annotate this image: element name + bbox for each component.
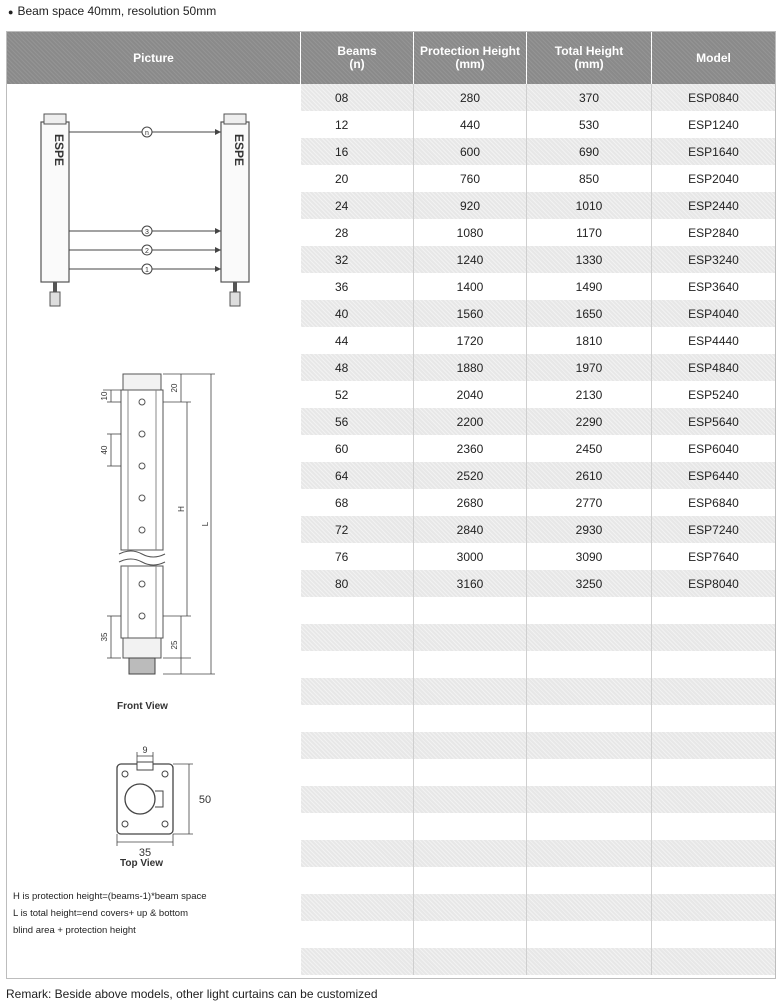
cell-protection-height: 2040 xyxy=(414,381,527,408)
break-line-top xyxy=(119,551,165,557)
cell-protection-height: 1240 xyxy=(414,246,527,273)
cell-beams: 80 xyxy=(301,570,414,597)
table-row xyxy=(301,219,775,246)
cell-protection-height: 600 xyxy=(414,138,527,165)
cell-total-height: 1330 xyxy=(527,246,652,273)
beam-arrowheads xyxy=(215,129,221,272)
cell-beams xyxy=(301,732,414,759)
cell-beams: 64 xyxy=(301,462,414,489)
arrowhead-2 xyxy=(215,247,221,253)
cell-protection-height: 1400 xyxy=(414,273,527,300)
marker-n-label: n xyxy=(145,130,149,137)
spec-sheet xyxy=(6,31,776,979)
table-row xyxy=(301,138,775,165)
cell-total-height xyxy=(527,705,652,732)
cell-total-height: 3250 xyxy=(527,570,652,597)
marker-3-label: 3 xyxy=(145,229,149,236)
header-picture-label: Picture xyxy=(133,50,174,65)
cell-model xyxy=(652,921,775,948)
empty-table-row xyxy=(301,678,775,705)
picture-panel xyxy=(7,84,301,978)
cell-protection-height: 3000 xyxy=(414,543,527,570)
cell-protection-height: 1560 xyxy=(414,300,527,327)
cell-model xyxy=(652,894,775,921)
cell-total-height: 530 xyxy=(527,111,652,138)
table-row xyxy=(301,435,775,462)
cell-protection-height: 920 xyxy=(414,192,527,219)
cell-protection-height: 2840 xyxy=(414,516,527,543)
dim-height-label: 50 xyxy=(198,794,212,806)
cell-beams xyxy=(301,867,414,894)
cell-total-height: 370 xyxy=(527,84,652,111)
cell-total-height xyxy=(527,840,652,867)
cell-protection-height: 1880 xyxy=(414,354,527,381)
note-l-1: L is total height=end covers+ up & bottom xyxy=(13,908,188,919)
cell-protection-height xyxy=(414,597,527,624)
empty-table-row xyxy=(301,651,775,678)
table-row xyxy=(301,246,775,273)
product-drawing xyxy=(7,84,301,978)
dim-bottom-label: 25 xyxy=(170,640,179,650)
table-row xyxy=(301,84,775,111)
cell-total-height: 2130 xyxy=(527,381,652,408)
empty-table-row xyxy=(301,597,775,624)
cell-model: ESP5640 xyxy=(688,414,739,429)
cell-protection-height: 440 xyxy=(414,111,527,138)
dim-l-label: L xyxy=(201,521,210,527)
cell-protection-height: 1080 xyxy=(414,219,527,246)
cell-beams xyxy=(301,786,414,813)
cell-protection-height xyxy=(414,678,527,705)
cell-protection-height xyxy=(414,813,527,840)
cell-protection-height: 280 xyxy=(414,84,527,111)
cell-protection-height: 1720 xyxy=(414,327,527,354)
dim-slot-label: 9 xyxy=(142,745,148,755)
cell-beams: 24 xyxy=(301,192,414,219)
header-total-height xyxy=(527,32,652,84)
cell-beams xyxy=(301,597,414,624)
right-unit-cap xyxy=(224,114,246,124)
empty-table-row xyxy=(301,948,775,975)
cell-beams: 76 xyxy=(301,543,414,570)
cell-total-height: 2770 xyxy=(527,489,652,516)
cell-beams: 72 xyxy=(301,516,414,543)
top-note-text: Beam space 40mm, resolution 50mm xyxy=(17,4,217,18)
table-row xyxy=(301,192,775,219)
empty-table-row xyxy=(301,894,775,921)
table-row xyxy=(301,165,775,192)
cell-total-height: 2610 xyxy=(527,462,652,489)
arrowhead-1 xyxy=(215,266,221,272)
empty-table-row xyxy=(301,786,775,813)
cell-total-height xyxy=(527,921,652,948)
header-protection-height xyxy=(414,32,527,84)
cell-model: ESP2040 xyxy=(688,171,739,186)
marker-2-label: 2 xyxy=(145,248,149,255)
cell-protection-height: 760 xyxy=(414,165,527,192)
header-picture xyxy=(7,32,301,84)
cell-total-height xyxy=(527,678,652,705)
cell-protection-height: 2680 xyxy=(414,489,527,516)
marker-1-label: 1 xyxy=(145,267,149,274)
cell-total-height xyxy=(527,894,652,921)
cell-model: ESP3240 xyxy=(688,252,739,267)
cell-beams: 68 xyxy=(301,489,414,516)
cell-total-height: 1170 xyxy=(527,219,652,246)
cell-model: ESP0840 xyxy=(688,90,739,105)
cell-model xyxy=(652,867,775,894)
dim-top-cap-label: 20 xyxy=(170,383,179,393)
profile-bore xyxy=(125,784,155,814)
cell-total-height: 1010 xyxy=(527,192,652,219)
header-beams-line1: Beams xyxy=(337,44,377,58)
cell-model: ESP4840 xyxy=(688,360,739,375)
cell-model: ESP3640 xyxy=(688,279,739,294)
cell-model xyxy=(652,948,775,975)
cell-model: ESP8040 xyxy=(688,576,739,591)
cell-model: ESP4440 xyxy=(688,333,739,348)
arrowhead-3 xyxy=(215,228,221,234)
cell-total-height: 690 xyxy=(527,138,652,165)
cell-beams xyxy=(301,705,414,732)
dim-pitch-label: 40 xyxy=(100,445,109,455)
left-unit-brand: ESPE xyxy=(52,134,66,167)
cell-model: ESP7240 xyxy=(688,522,739,537)
front-body-upper xyxy=(121,390,163,550)
cell-beams: 12 xyxy=(301,111,414,138)
cell-total-height: 1650 xyxy=(527,300,652,327)
cell-beams: 40 xyxy=(301,300,414,327)
dim-last-gap-label: 35 xyxy=(100,632,109,642)
cell-model: ESP5240 xyxy=(688,387,739,402)
cell-protection-height xyxy=(414,786,527,813)
cell-beams xyxy=(301,894,414,921)
front-view-diagram xyxy=(100,374,215,674)
cell-beams: 16 xyxy=(301,138,414,165)
header-protection-line1: Protection Height xyxy=(419,44,520,58)
cell-protection-height xyxy=(414,867,527,894)
left-unit-plug xyxy=(50,292,60,306)
cell-total-height xyxy=(527,813,652,840)
lens-hole xyxy=(139,495,145,501)
cell-total-height xyxy=(527,624,652,651)
table-row xyxy=(301,516,775,543)
cell-beams xyxy=(301,840,414,867)
cell-protection-height xyxy=(414,705,527,732)
cell-protection-height: 2360 xyxy=(414,435,527,462)
cell-beams xyxy=(301,813,414,840)
cell-beams xyxy=(301,948,414,975)
break-line-bottom xyxy=(119,559,165,565)
cell-model: ESP1240 xyxy=(688,117,739,132)
header-protection-line2: (mm) xyxy=(455,57,485,71)
empty-table-row xyxy=(301,921,775,948)
remark: Remark: Beside above models, other light curtains can be customized xyxy=(6,987,378,1001)
cell-model xyxy=(652,705,775,732)
lens-hole xyxy=(139,463,145,469)
cell-protection-height xyxy=(414,624,527,651)
table-row xyxy=(301,570,775,597)
cell-model xyxy=(652,732,775,759)
cell-total-height xyxy=(527,651,652,678)
header-total-line2: (mm) xyxy=(574,57,604,71)
cell-model xyxy=(652,624,775,651)
front-bottom-cap xyxy=(123,638,161,658)
cell-model: ESP6840 xyxy=(688,495,739,510)
cell-beams: 36 xyxy=(301,273,414,300)
cell-model: ESP6040 xyxy=(688,441,739,456)
cell-total-height: 2930 xyxy=(527,516,652,543)
empty-table-row xyxy=(301,867,775,894)
note-h: H is protection height=(beams-1)*beam space xyxy=(13,891,207,902)
cell-total-height: 2450 xyxy=(527,435,652,462)
top-note xyxy=(8,4,216,18)
left-unit-cap xyxy=(44,114,66,124)
dim-h-label: H xyxy=(177,506,186,512)
cell-beams: 60 xyxy=(301,435,414,462)
cell-beams: 44 xyxy=(301,327,414,354)
cell-protection-height xyxy=(414,921,527,948)
cell-beams: 52 xyxy=(301,381,414,408)
cell-beams: 28 xyxy=(301,219,414,246)
dim-width-label: 35 xyxy=(138,847,152,859)
profile-slot xyxy=(137,762,153,770)
table-row xyxy=(301,408,775,435)
note-l-2: blind area + protection height xyxy=(13,925,136,936)
cell-protection-height xyxy=(414,651,527,678)
cell-total-height xyxy=(527,597,652,624)
cell-total-height: 2290 xyxy=(527,408,652,435)
cell-protection-height: 3160 xyxy=(414,570,527,597)
bullet-icon: ● xyxy=(8,7,14,17)
table-row xyxy=(301,327,775,354)
cell-beams xyxy=(301,678,414,705)
cell-model xyxy=(652,786,775,813)
cell-beams: 20 xyxy=(301,165,414,192)
lens-hole xyxy=(139,581,145,587)
cell-model: ESP2440 xyxy=(688,198,739,213)
cell-beams: 32 xyxy=(301,246,414,273)
cell-model: ESP4040 xyxy=(688,306,739,321)
cell-total-height xyxy=(527,759,652,786)
right-unit-plug xyxy=(230,292,240,306)
cell-model xyxy=(652,678,775,705)
cell-model xyxy=(652,651,775,678)
right-unit-brand: ESPE xyxy=(232,134,246,167)
empty-table-row xyxy=(301,624,775,651)
cell-model: ESP6440 xyxy=(688,468,739,483)
top-view-diagram xyxy=(117,745,211,859)
front-connector xyxy=(129,658,155,674)
table-row xyxy=(301,489,775,516)
cell-model: ESP2840 xyxy=(688,225,739,240)
cell-total-height: 1810 xyxy=(527,327,652,354)
lens-hole xyxy=(139,399,145,405)
header-beams-line2: (n) xyxy=(349,57,365,71)
dimension-notes xyxy=(13,888,207,939)
cell-total-height xyxy=(527,786,652,813)
profile-screw xyxy=(122,771,128,777)
cell-protection-height xyxy=(414,759,527,786)
lens-hole xyxy=(139,613,145,619)
cell-total-height: 1490 xyxy=(527,273,652,300)
lens-hole xyxy=(139,527,145,533)
cell-total-height: 1970 xyxy=(527,354,652,381)
cell-beams xyxy=(301,624,414,651)
empty-table-row xyxy=(301,840,775,867)
lens-hole xyxy=(139,431,145,437)
table-row xyxy=(301,381,775,408)
cell-total-height: 3090 xyxy=(527,543,652,570)
header-model xyxy=(652,32,775,84)
empty-table-row xyxy=(301,705,775,732)
cell-protection-height xyxy=(414,732,527,759)
empty-table-row xyxy=(301,759,775,786)
cell-protection-height xyxy=(414,894,527,921)
cell-model: ESP1640 xyxy=(688,144,739,159)
front-body-lower xyxy=(121,566,163,638)
empty-table-row xyxy=(301,813,775,840)
header-total-line1: Total Height xyxy=(554,44,624,58)
front-view-label: Front View xyxy=(117,701,168,712)
profile-screw xyxy=(122,821,128,827)
empty-table-row xyxy=(301,732,775,759)
spec-table xyxy=(301,84,775,975)
cell-total-height: 850 xyxy=(527,165,652,192)
cell-protection-height xyxy=(414,948,527,975)
cell-model xyxy=(652,759,775,786)
cell-beams: 56 xyxy=(301,408,414,435)
table-row xyxy=(301,300,775,327)
cell-beams xyxy=(301,921,414,948)
cell-protection-height: 2520 xyxy=(414,462,527,489)
table-row xyxy=(301,354,775,381)
cell-beams xyxy=(301,651,414,678)
header-model-label: Model xyxy=(696,50,731,65)
cell-protection-height: 2200 xyxy=(414,408,527,435)
light-curtain-pair-diagram xyxy=(41,114,249,306)
cell-total-height xyxy=(527,867,652,894)
cell-beams: 48 xyxy=(301,354,414,381)
header-beams xyxy=(301,32,414,84)
table-row xyxy=(301,111,775,138)
cell-model xyxy=(652,813,775,840)
cell-model: ESP7640 xyxy=(688,549,739,564)
arrowhead-n xyxy=(215,129,221,135)
table-row xyxy=(301,543,775,570)
cell-model xyxy=(652,597,775,624)
front-top-cap xyxy=(123,374,161,390)
cell-model xyxy=(652,840,775,867)
top-view-label: Top View xyxy=(120,858,163,869)
profile-screw xyxy=(162,821,168,827)
cell-protection-height xyxy=(414,840,527,867)
table-row xyxy=(301,462,775,489)
profile-screw xyxy=(162,771,168,777)
table-row xyxy=(301,273,775,300)
dim-first-gap-label: 10 xyxy=(100,391,109,401)
cell-total-height xyxy=(527,948,652,975)
cell-beams xyxy=(301,759,414,786)
cell-beams: 08 xyxy=(301,84,414,111)
cell-total-height xyxy=(527,732,652,759)
